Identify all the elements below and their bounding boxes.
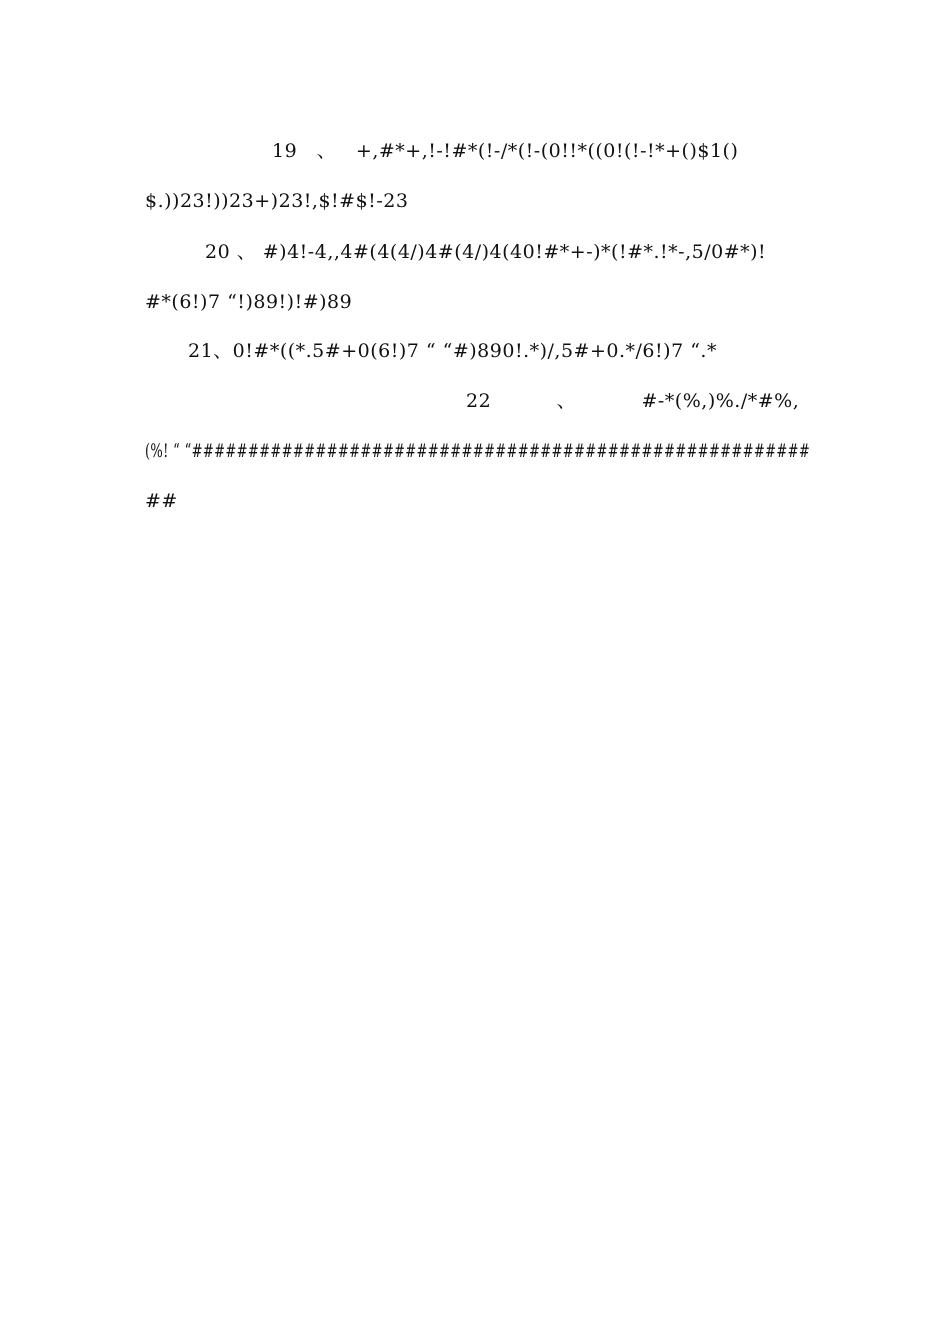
text-line-19-continued: $.))23!))23+)23!,$!#$!-23 bbox=[145, 190, 409, 212]
text-line-22-end: ## bbox=[145, 490, 178, 512]
text-line-22: 22 、 #-*(%,)%./*#%, bbox=[466, 390, 800, 412]
text-line-22-continued: (%! “ “####################################################### bbox=[145, 440, 811, 462]
text-line-21: 21、0!#*((*.5#+0(6!)7 “ “#)890!.*)/,5#+0.*/6!)7 “.* bbox=[188, 340, 717, 362]
text-line-20: 20 、 #)4!-4,,4#(4(4/)4#(4/)4(40!#*+-)*(!#*.!*-,5/0#*)! bbox=[205, 241, 767, 263]
text-line-20-continued: #*(6!)7 “!)89!)!#)89 bbox=[145, 291, 353, 313]
text-line-19: 19 、 +,#*+,!-!#*(!-/*(!-(0!!*((0!(!-!*+()$1() bbox=[272, 140, 739, 162]
